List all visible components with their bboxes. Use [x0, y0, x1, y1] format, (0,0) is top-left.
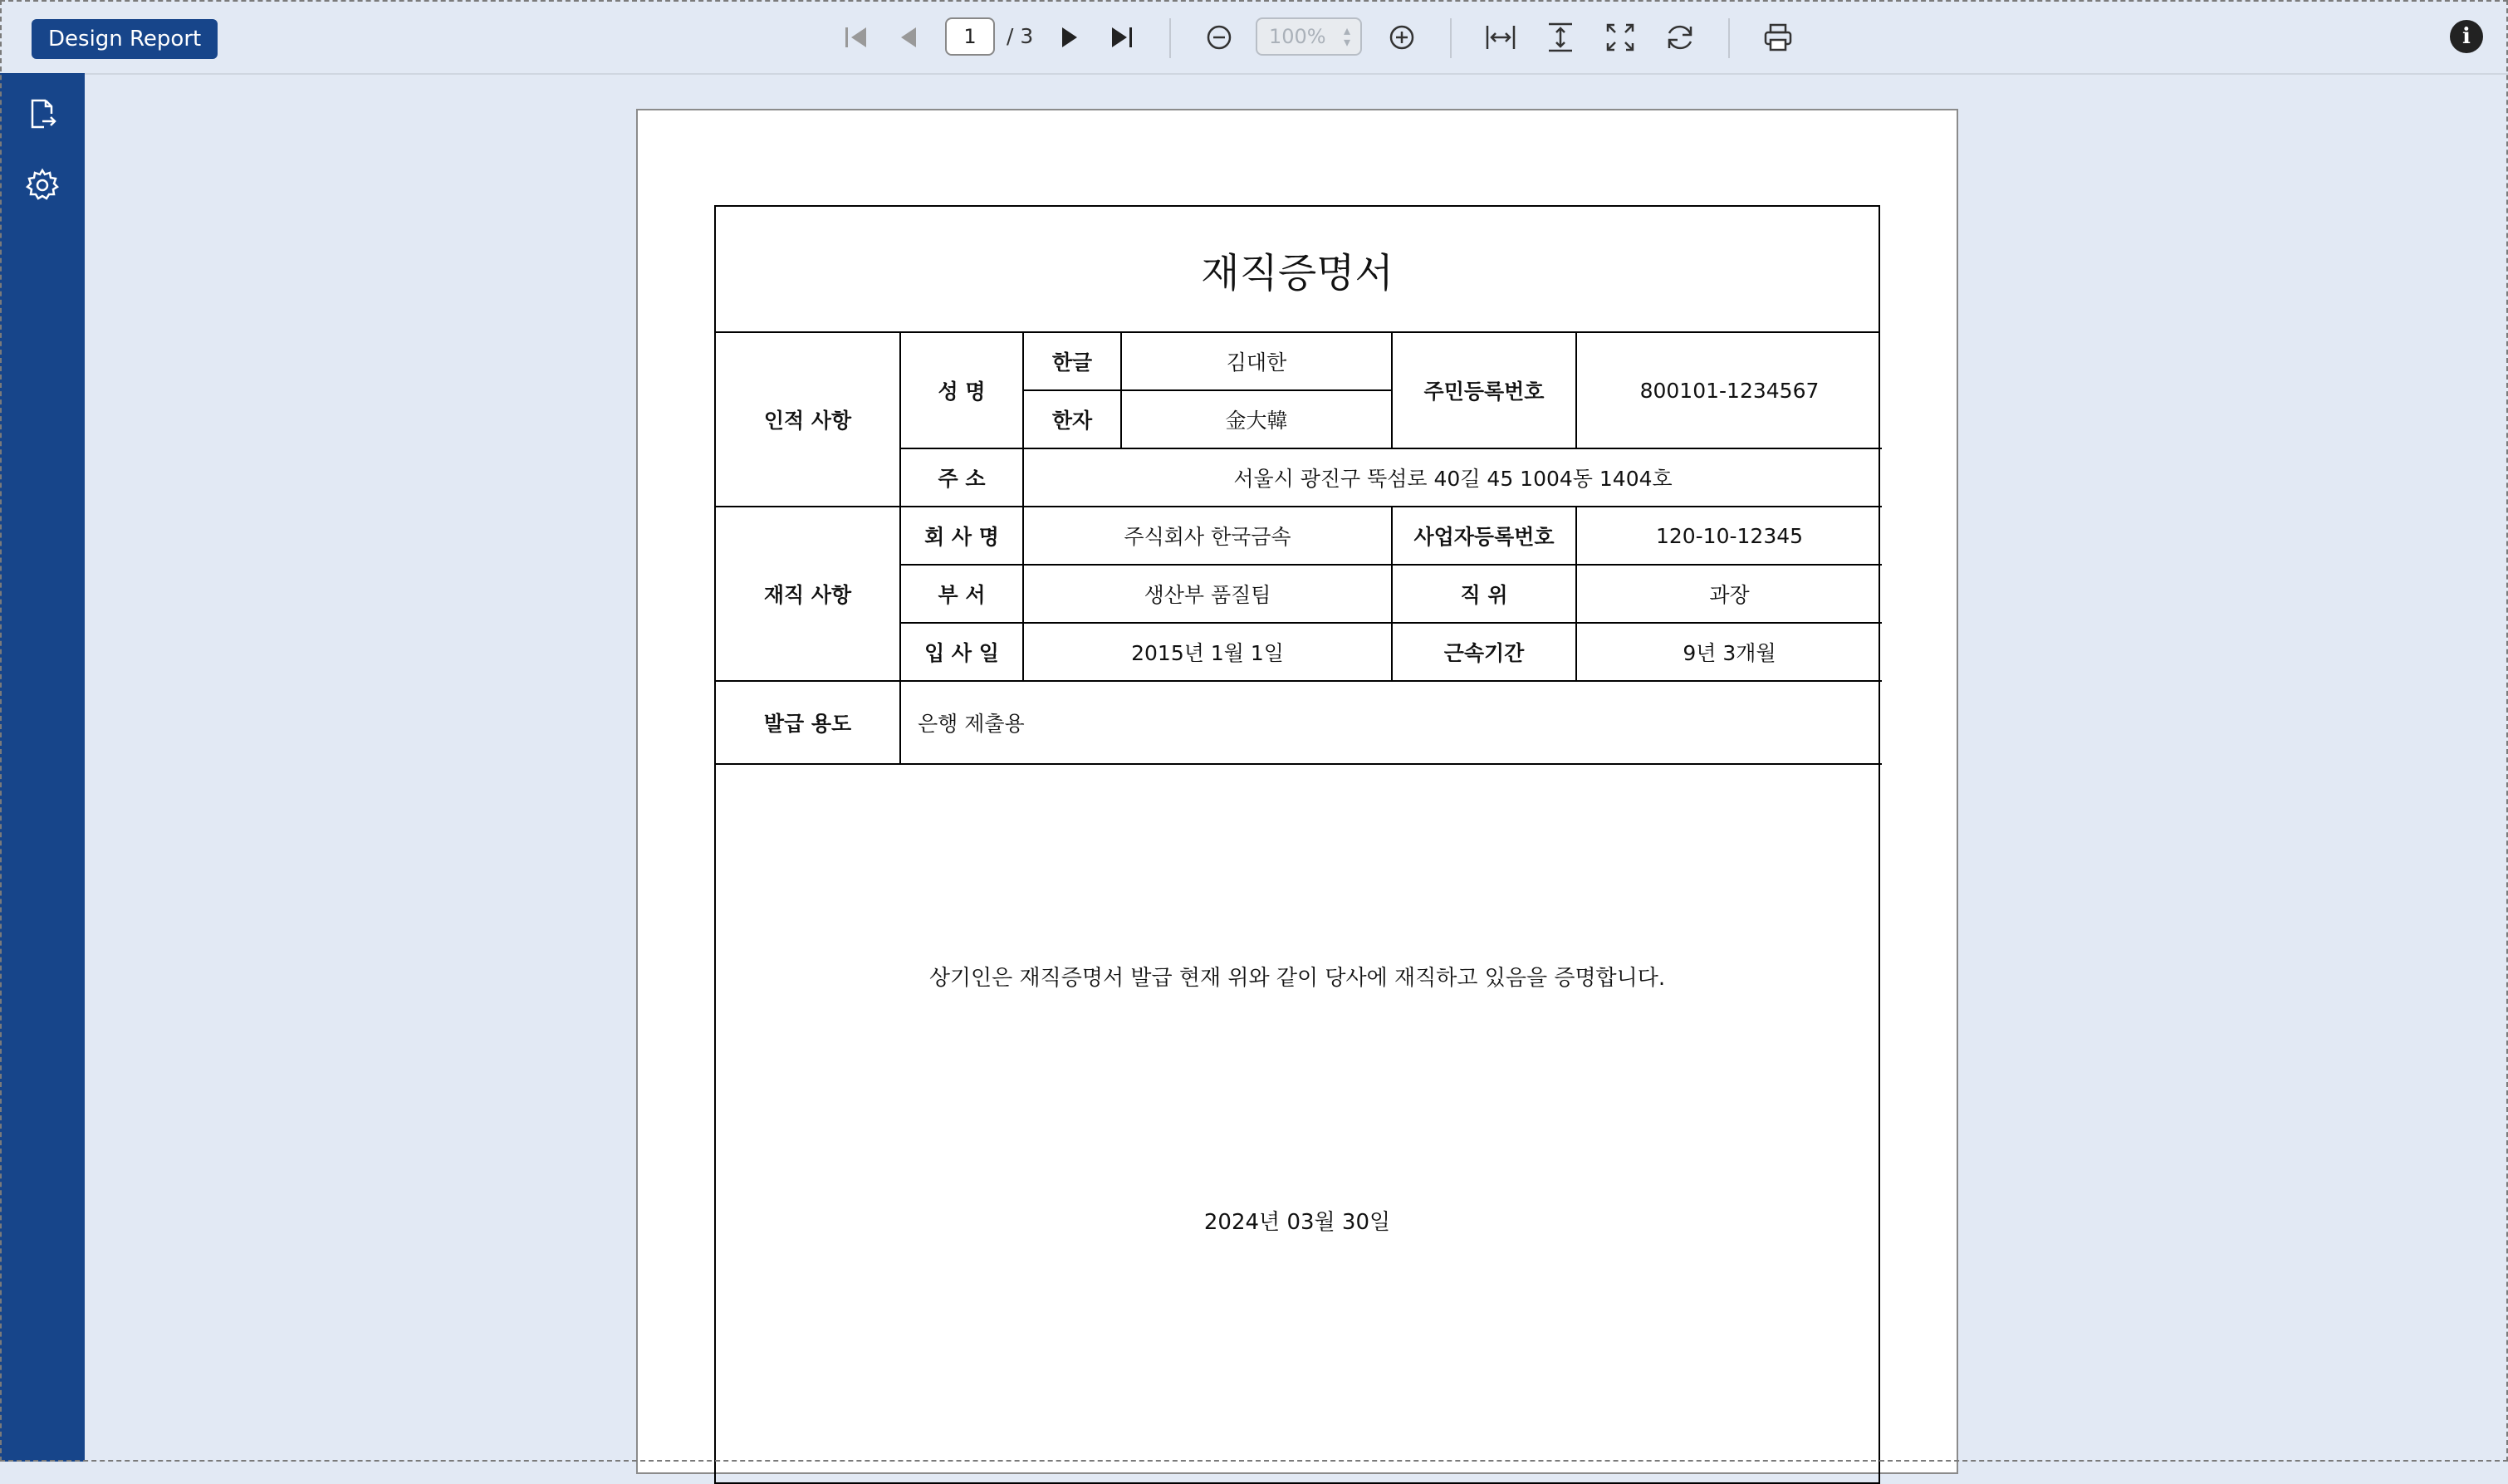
sidebar — [0, 73, 85, 1462]
company-value: 주식회사 한국금속 — [1023, 507, 1392, 565]
last-page-icon[interactable] — [1101, 17, 1143, 58]
fit-width-icon[interactable] — [1480, 17, 1521, 58]
design-report-button[interactable]: Design Report — [32, 19, 218, 59]
company-label: 회 사 명 — [900, 507, 1023, 565]
hangul-label: 한글 — [1023, 333, 1121, 390]
export-icon[interactable] — [22, 93, 63, 135]
hire-date-label: 입 사 일 — [900, 623, 1023, 681]
table-row — [716, 507, 1882, 565]
toolbar-divider — [1450, 18, 1452, 58]
zoom-out-icon[interactable] — [1198, 17, 1240, 58]
rrn-value: 800101-1234567 — [1576, 333, 1882, 448]
hangul-value: 김대한 — [1121, 333, 1392, 390]
table-row — [716, 333, 1882, 390]
toolbar-divider — [1169, 18, 1171, 58]
zoom-spinner-icon: ▴ ▾ — [1343, 22, 1350, 50]
address-value: 서울시 광진구 뚝섬로 40길 45 1004동 1404호 — [1023, 448, 1882, 507]
table-row — [716, 681, 1882, 764]
report-page — [636, 109, 1958, 1474]
next-page-icon[interactable] — [1049, 17, 1090, 58]
tenure-label: 근속기간 — [1392, 623, 1576, 681]
bizno-value: 120-10-12345 — [1576, 507, 1882, 565]
dept-value: 생산부 품질팀 — [1023, 565, 1392, 623]
address-label: 주 소 — [900, 448, 1023, 507]
hanja-value: 金大韓 — [1121, 390, 1392, 448]
tenure-value: 9년 3개월 — [1576, 623, 1882, 681]
section-label-personal: 인적 사항 — [716, 333, 900, 507]
print-icon[interactable] — [1757, 17, 1799, 58]
info-table — [716, 333, 1882, 765]
fullscreen-icon[interactable] — [1599, 17, 1641, 58]
page-total: / 3 — [1007, 24, 1034, 48]
section-label-employment: 재직 사항 — [716, 507, 900, 681]
settings-icon[interactable] — [22, 164, 63, 206]
bizno-label: 사업자등록번호 — [1392, 507, 1576, 565]
prev-page-icon[interactable] — [888, 17, 929, 58]
hanja-label: 한자 — [1023, 390, 1121, 448]
purpose-label: 발급 용도 — [716, 681, 900, 764]
hire-date-value: 2015년 1월 1일 — [1023, 623, 1392, 681]
certificate — [714, 205, 1880, 1484]
zoom-in-icon[interactable] — [1381, 17, 1423, 58]
name-label: 성 명 — [900, 333, 1023, 448]
toolbar-divider — [1728, 18, 1730, 58]
zoom-level-field — [1256, 17, 1362, 56]
purpose-value: 은행 제출용 — [900, 681, 1882, 764]
zoom-value: 100% — [1269, 25, 1326, 48]
toolbar — [0, 0, 2508, 75]
info-icon[interactable]: i — [2450, 20, 2483, 53]
fit-height-icon[interactable] — [1540, 17, 1581, 58]
rrn-label: 주민등록번호 — [1392, 333, 1576, 448]
certification-statement: 상기인은 재직증명서 발급 현재 위와 같이 당사에 재직하고 있음을 증명합니다. — [928, 966, 1666, 991]
first-page-icon[interactable] — [836, 17, 878, 58]
refresh-icon[interactable] — [1659, 17, 1701, 58]
issue-date: 2024년 03월 30일 — [1203, 1210, 1391, 1235]
position-label: 직 위 — [1392, 565, 1576, 623]
position-value: 과장 — [1576, 565, 1882, 623]
document-title: 재직증명서 — [716, 207, 1879, 333]
page-number-input[interactable] — [945, 17, 995, 56]
dept-label: 부 서 — [900, 565, 1023, 623]
